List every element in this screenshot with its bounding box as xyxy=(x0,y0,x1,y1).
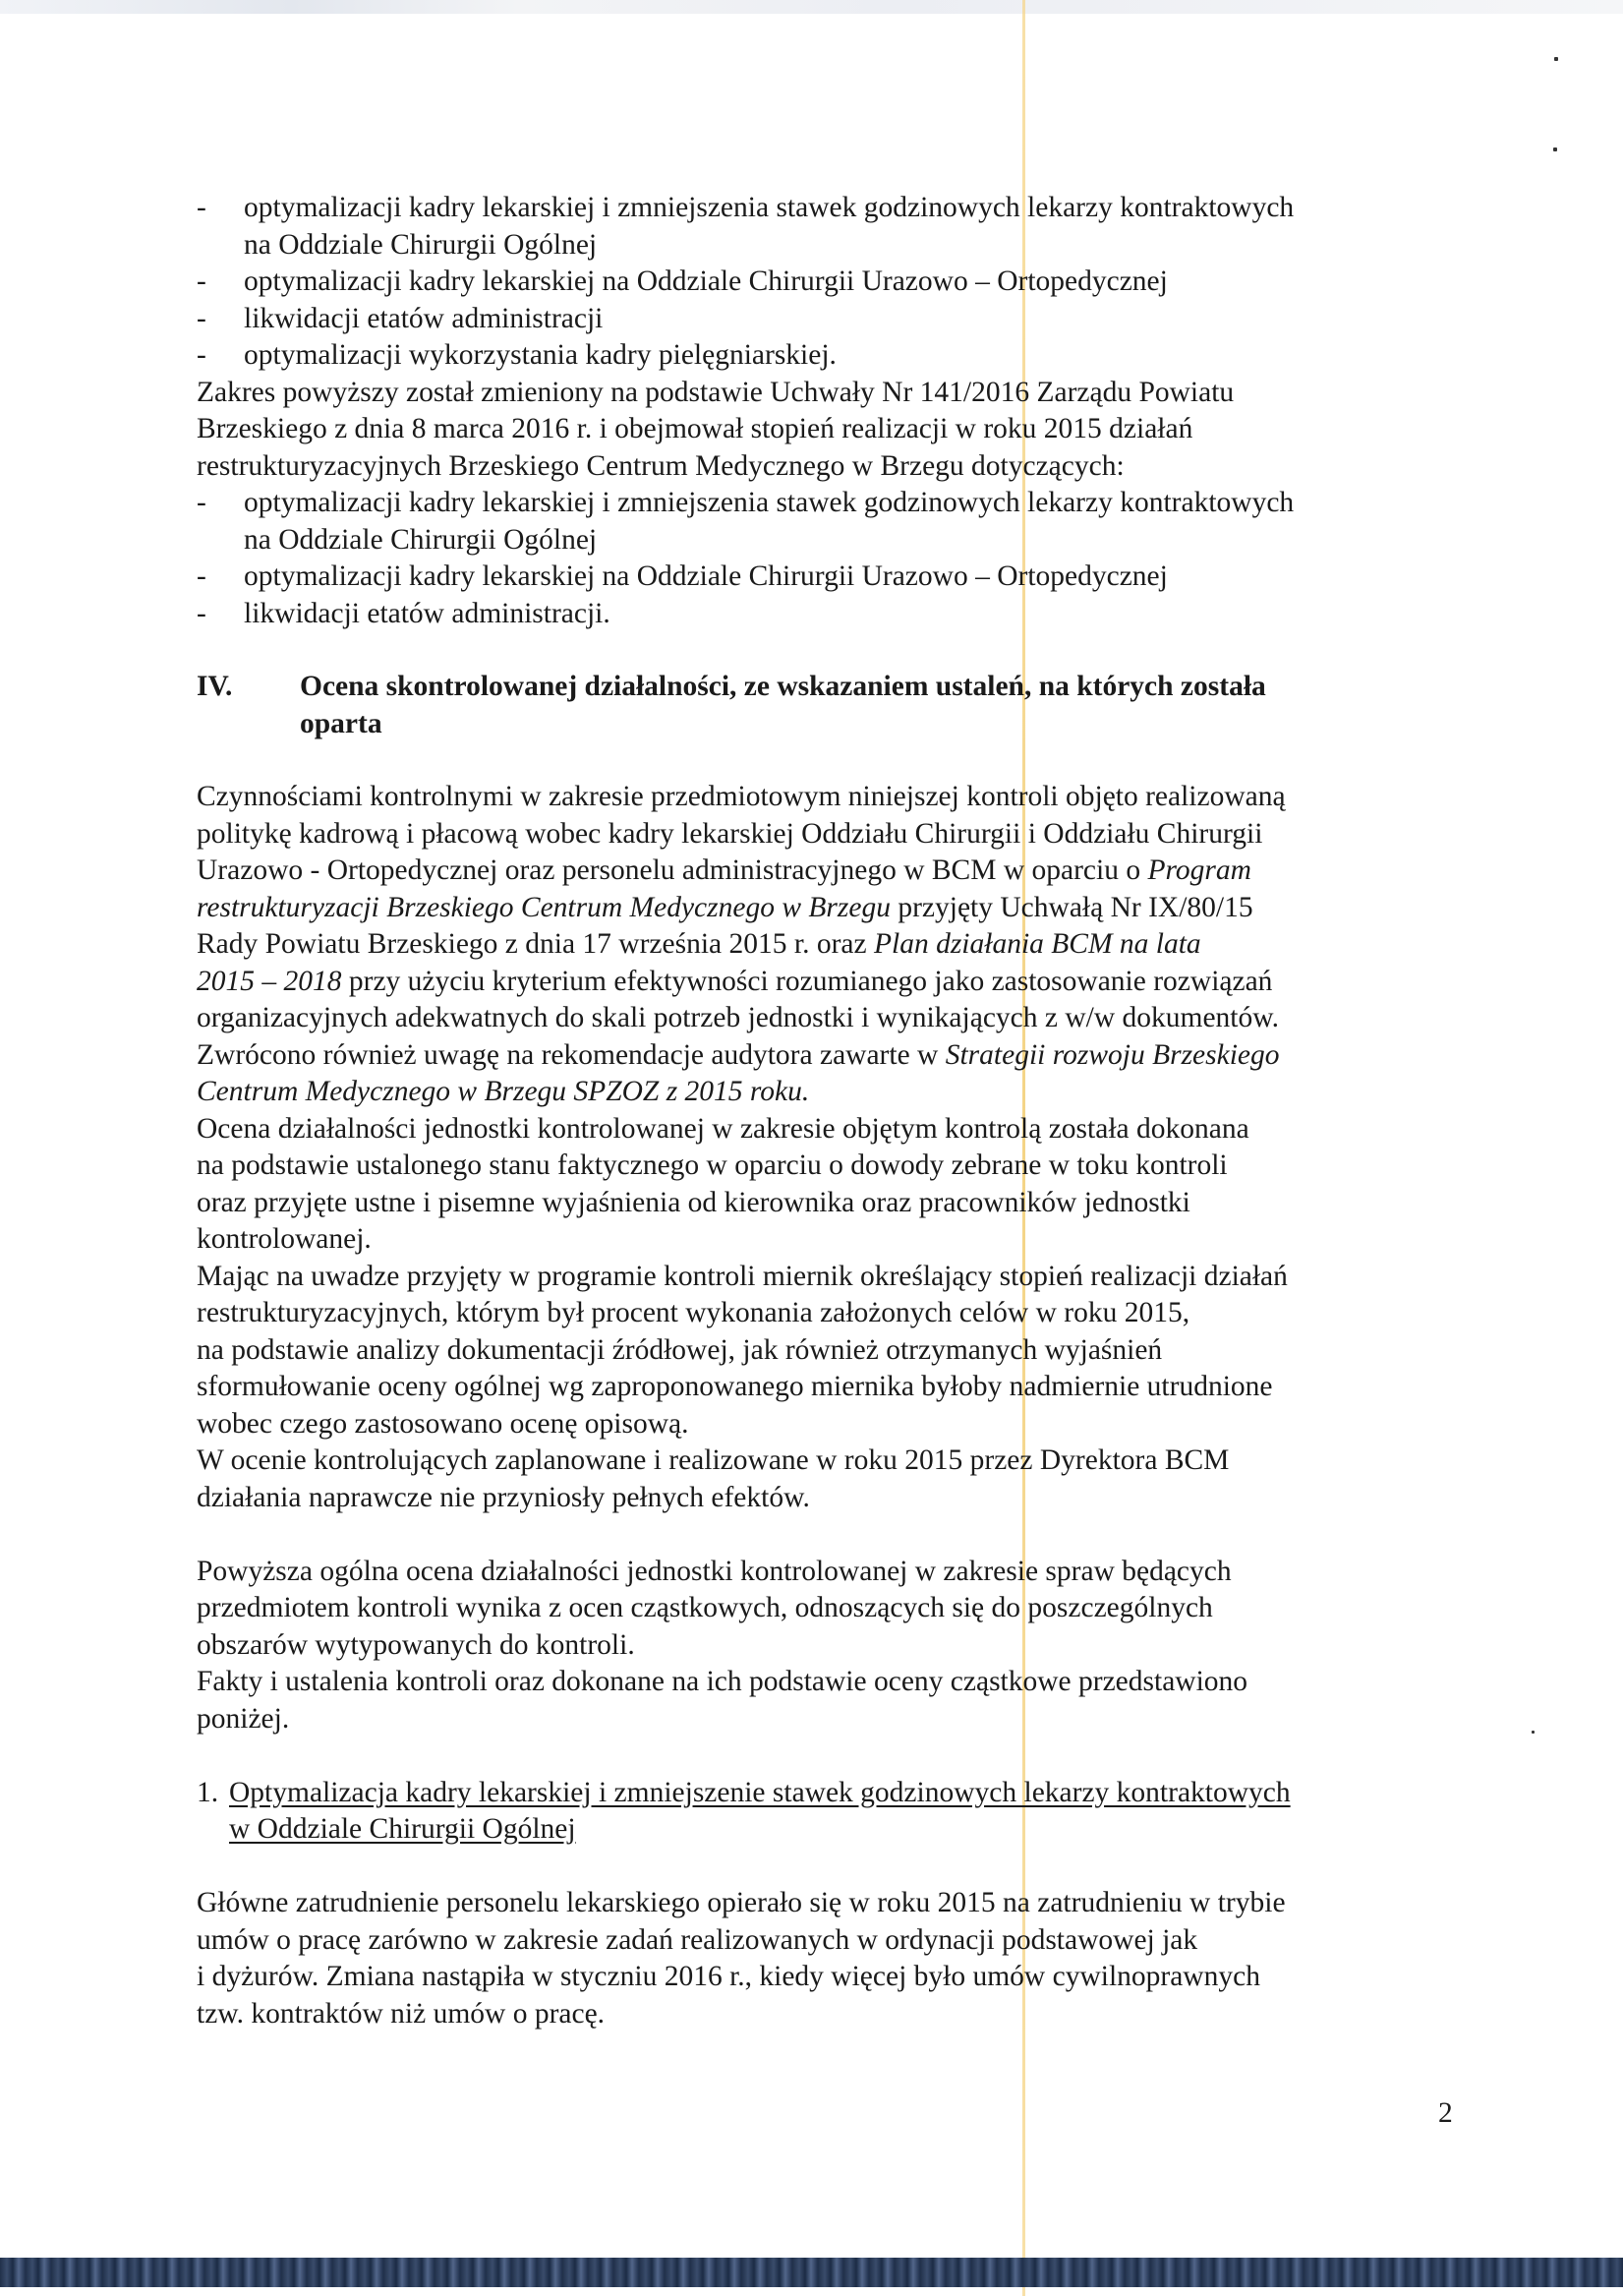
text-run: przy użyciu kryterium efektywności rozumianego jako zastosowanie rozwiązań xyxy=(341,965,1273,997)
document-body xyxy=(197,190,1461,2032)
paragraph-line xyxy=(197,926,1461,964)
paragraph-line: umów o pracę zarówno w zakresie zadań realizowanych w ordynacji podstawowej jak xyxy=(197,1923,1198,1956)
document-title-italic: Strategii rozwoju Brzeskiego xyxy=(945,1038,1280,1071)
paragraph-line: tzw. kontraktów niż umów o pracę. xyxy=(197,1997,606,2030)
scan-top-edge xyxy=(0,0,1623,14)
paragraph-scope-change xyxy=(197,375,1461,486)
subsection-title-line: Optymalizacja kadry lekarskiej i zmniejszenie stawek godzinowych lekarzy kontraktowych xyxy=(229,1776,1291,1808)
scan-bottom-edge xyxy=(0,2258,1623,2287)
list-item-line: optymalizacji kadry lekarskiej i zmniejszenia stawek godzinowych lekarzy kontraktowych xyxy=(244,192,1295,223)
document-title-italic: Plan działania BCM na lata xyxy=(873,928,1201,960)
list-item xyxy=(197,559,1461,596)
bullet-list-initial-scope xyxy=(197,190,1461,375)
paragraph-line xyxy=(197,853,1461,890)
paragraph-line: Powyższa ogólna ocena działalności jednostki kontrolowanej w zakresie spraw będących xyxy=(197,1555,1232,1587)
paragraph-facts xyxy=(197,1664,1461,1737)
paragraph-line: obszarów wytypowanych do kontroli. xyxy=(197,1628,635,1661)
paragraph-line: Fakty i ustalenia kontroli oraz dokonane na ich podstawie oceny cząstkowe przedstawiono xyxy=(197,1666,1248,1697)
text-run: Rady Powiatu Brzeskiego z dnia 17 września 2015 r. oraz xyxy=(197,928,874,960)
paragraph-control-activities xyxy=(197,779,1461,1111)
section-title-line: Ocena skontrolowanej działalności, ze wskazaniem ustaleń, na których została xyxy=(300,671,1266,702)
list-item xyxy=(197,301,1461,338)
paragraph-line: oraz przyjęte ustne i pisemne wyjaśnienia od kierownika oraz pracowników jednostki xyxy=(197,1186,1190,1218)
document-title-italic: 2015 – 2018 xyxy=(197,965,342,997)
list-item xyxy=(197,485,1461,559)
bullet-dash: - xyxy=(197,560,206,592)
paragraph-line: Brzeskiego z dnia 8 marca 2016 r. i obejmował stopień realizacji w roku 2015 działań xyxy=(197,413,1193,444)
paragraph-line: przedmiotem kontroli wynika z ocen cząstkowych, odnoszących się do poszczególnych xyxy=(197,1592,1213,1623)
section-number: IV. xyxy=(197,671,233,702)
paragraph-line: restrukturyzacyjnych Brzeskiego Centrum Medycznego w Brzegu dotyczących: xyxy=(197,449,1125,482)
paragraph-line: wobec czego zastosowano ocenę opisową. xyxy=(197,1407,689,1440)
section-heading xyxy=(197,669,1461,742)
list-item xyxy=(197,264,1461,301)
list-item-line: optymalizacji kadry lekarskiej na Oddziale Chirurgii Urazowo – Ortopedycznej xyxy=(244,265,1168,297)
subsection-number: 1. xyxy=(197,1776,219,1808)
subsection-title-line: w Oddziale Chirurgii Ogólnej xyxy=(229,1813,576,1845)
bullet-list-changed-scope xyxy=(197,485,1461,632)
paragraph-line: W ocenie kontrolujących zaplanowane i realizowane w roku 2015 przez Dyrektora BCM xyxy=(197,1444,1230,1476)
bullet-dash: - xyxy=(197,487,206,518)
paragraph-line: organizacyjnych adekwatnych do skali potrzeb jednostki i wynikających z w/w dokumentów. xyxy=(197,1002,1280,1033)
subsection-heading xyxy=(197,1775,1461,1849)
paragraph-general-assessment xyxy=(197,1554,1461,1665)
page-number: 2 xyxy=(1438,2097,1453,2129)
scan-speck xyxy=(1554,57,1558,61)
list-item-line: optymalizacji kadry lekarskiej i zmniejszenia stawek godzinowych lekarzy kontraktowych xyxy=(244,487,1295,518)
paragraph-line: Główne zatrudnienie personelu lekarskiego opierało się w roku 2015 na zatrudnieniu w trybie xyxy=(197,1887,1286,1918)
paragraph-measure xyxy=(197,1259,1461,1443)
list-item xyxy=(197,337,1461,375)
paragraph-line xyxy=(197,964,1461,1001)
list-item xyxy=(197,190,1461,264)
paragraph-line: Ocena działalności jednostki kontrolowanej w zakresie objętym kontrolą została dokonana xyxy=(197,1112,1249,1145)
paragraph-gap xyxy=(197,1849,1461,1886)
list-item-line: optymalizacji kadry lekarskiej na Oddziale Chirurgii Urazowo – Ortopedycznej xyxy=(244,560,1168,592)
paragraph-line: i dyżurów. Zmiana nastąpiła w styczniu 2016 r., kiedy więcej było umów cywilnoprawnych xyxy=(197,1961,1260,1992)
scan-speck xyxy=(1532,1731,1535,1734)
paragraph-line xyxy=(197,1074,1461,1111)
paragraph-line xyxy=(197,1037,1461,1075)
paragraph-gap xyxy=(197,1516,1461,1554)
bullet-dash: - xyxy=(197,302,206,334)
paragraph-line: kontrolowanej. xyxy=(197,1223,372,1255)
section-title-line: oparta xyxy=(300,707,382,739)
paragraph-line: Mając na uwadze przyjęty w programie kontroli miernik określający stopień realizacji działań xyxy=(197,1260,1288,1292)
paragraph-line: poniżej. xyxy=(197,1702,290,1735)
document-title-italic: restrukturyzacji Brzeskiego Centrum Medycznego w Brzegu xyxy=(197,891,891,923)
list-item-line: na Oddziale Chirurgii Ogólnej xyxy=(244,523,598,556)
bullet-dash: - xyxy=(197,597,206,629)
document-title-italic: Centrum Medycznego w Brzegu SPZOZ z 2015 roku. xyxy=(197,1076,810,1107)
list-item-line: likwidacji etatów administracji xyxy=(244,302,604,334)
text-run: Zwrócono również uwagę na rekomendacje audytora zawarte w xyxy=(197,1038,946,1071)
paragraph-employment xyxy=(197,1885,1461,2032)
list-item-line: likwidacji etatów administracji. xyxy=(244,597,610,629)
document-title-italic: Program xyxy=(1147,854,1251,886)
paragraph-line: na podstawie analizy dokumentacji źródłowej, jak również otrzymanych wyjaśnień xyxy=(197,1333,1163,1366)
text-run: przyjęty Uchwałą Nr IX/80/15 xyxy=(890,891,1253,923)
paragraph-line: Czynnościami kontrolnymi w zakresie przedmiotowym niniejszej kontroli objęto realizowaną xyxy=(197,781,1286,812)
paragraph-conclusion xyxy=(197,1442,1461,1516)
paragraph-line: restrukturyzacyjnych, którym był procent wykonania założonych celów w roku 2015, xyxy=(197,1297,1190,1328)
paragraph-line: działania naprawcze nie przyniosły pełnych efektów. xyxy=(197,1481,810,1513)
bullet-dash: - xyxy=(197,339,206,371)
text-run: Urazowo - Ortopedycznej oraz personelu administracyjnego w BCM w oparciu o xyxy=(197,854,1148,886)
paragraph-gap xyxy=(197,1737,1461,1775)
paragraph-line: na podstawie ustalonego stanu faktycznego w oparciu o dowody zebrane w toku kontroli xyxy=(197,1149,1228,1181)
paragraph-line xyxy=(197,890,1461,927)
scan-speck xyxy=(1553,147,1557,151)
paragraph-line: Zakres powyższy został zmieniony na podstawie Uchwały Nr 141/2016 Zarządu Powiatu xyxy=(197,376,1235,408)
bullet-dash: - xyxy=(197,265,206,297)
list-item xyxy=(197,596,1461,633)
paragraph-line: politykę kadrową i płacową wobec kadry lekarskiej Oddziału Chirurgii i Oddziału Chirurgii xyxy=(197,817,1263,850)
bullet-dash: - xyxy=(197,192,206,223)
paragraph-assessment xyxy=(197,1111,1461,1259)
list-item-line: optymalizacji wykorzystania kadry pielęgniarskiej. xyxy=(244,339,837,371)
list-item-line: na Oddziale Chirurgii Ogólnej xyxy=(244,228,598,261)
paragraph-line: sformułowanie oceny ogólnej wg zaproponowanego miernika byłoby nadmiernie utrudnione xyxy=(197,1371,1273,1402)
